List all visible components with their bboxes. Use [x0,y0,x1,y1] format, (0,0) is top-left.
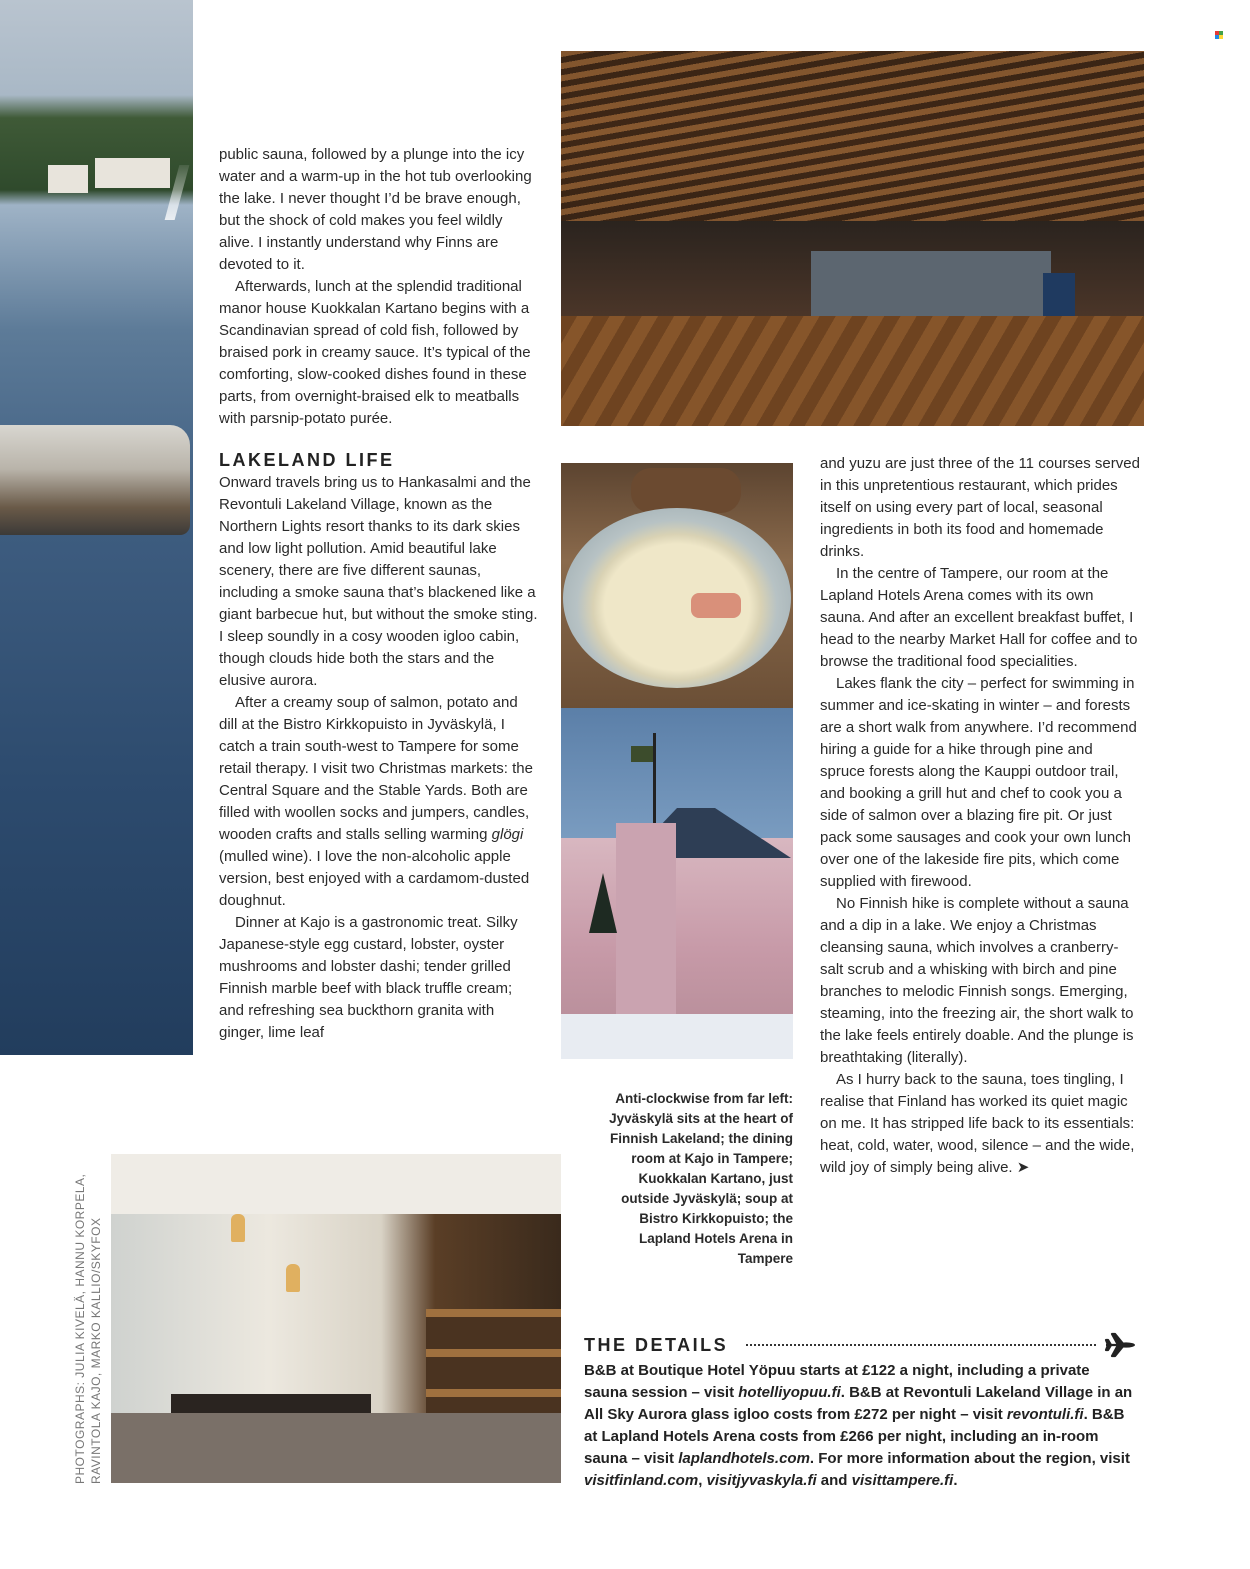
details-text [584,1360,1136,1492]
section-heading: LAKELAND LIFE [219,450,395,470]
pendant-lamp [286,1264,300,1292]
lake-photo-jyvaskyla [0,0,193,1055]
houseboat [0,425,190,535]
details-box [584,1330,1136,1492]
floor [111,1413,561,1483]
paragraph [219,692,539,912]
lapland-hotels-arena-photo [561,51,1144,426]
details-heading: THE DETAILS [584,1334,729,1355]
paragraph: Onward travels bring us to Hankasalmi and the Revontuli Lakeland Village, known as the Northern Lights resort thanks to its dark skies and low light pollution. Amid beautiful lake scenery, there are five different saunas, including a smoke sauna that’s blackened like a giant barbecue hut, but without the smoke sting. I sleep soundly in a cosy wooden igloo cabin, though clouds hide both the stars and the elusive aurora. [219,474,538,689]
lakeside-building [95,158,170,188]
right-text-column [820,453,1140,1179]
website-link[interactable]: visitfinland.com [584,1472,699,1489]
details-text-part: . B&B at Lapland Hotels Arena costs from £266 per night, including an in-room sauna – visit [584,1406,1125,1467]
details-text-part: . [953,1472,958,1489]
website-link[interactable]: visitjyvaskyla.fi [706,1472,817,1489]
paragraph: In the centre of Tampere, our room at the Lapland Hotels Arena comes with its own sauna. And after an excellent breakfast buffet, I head to the nearby Market Hall for coffee and to browse the traditional food specialities. [820,565,1138,670]
paragraph [820,1069,1140,1179]
kajo-dining-room-photo [111,1154,561,1483]
dotted-rule [746,1344,1096,1346]
paragraph: Lakes flank the city – perfect for swimming in summer and ice-skating in winter – and forests are a short walk from anywhere. I’d recommend hiring a guide for a hike through pine and spruce forests along the Kauppi outdoor trail, and booking a grill hut and chef to cook you a side of salmon over a blazing fire pit. Or just pack some sausages and cook your own lunch over one of the lakeside fire pits, which come supplied with firewood. [820,675,1137,890]
paragraph: Dinner at Kajo is a gastronomic treat. Silky Japanese-style egg custard, lobster, oyster mushrooms and lobster dashi; tender grilled Finnish marble beef with black truffle cream; and refreshing sea buckthorn granita with ginger, lime leaf [219,914,518,1041]
corner-color-mark-icon [1215,31,1223,39]
details-text-part: and [816,1472,852,1489]
photo-credit: PHOTOGRAPHS: JULIA KIVELÄ, HANNU KORPELA, RAVINTOLA KAJO, MARKO KALLIO/SKYFOX [73,1173,103,1484]
end-mark-icon: ➤ [1016,1159,1030,1176]
website-link[interactable]: visittampere.fi [851,1472,954,1489]
details-text-part: , [698,1472,707,1489]
paragraph-text: (mulled wine). I love the non-alcoholic apple version, best enjoyed with a cardamom-dusted doughnut. [219,848,530,909]
flag-pole [653,733,656,833]
ceiling [111,1154,561,1214]
herringbone-floor [561,316,1144,426]
snow-ground [561,1014,793,1059]
details-text-part: B&B at Boutique Hotel Yöpuu starts at £122 a night, including a private sauna session – visit [584,1362,1090,1401]
website-link[interactable]: revontuli.fi [1006,1406,1084,1423]
website-link[interactable]: laplandhotels.com [678,1450,810,1467]
airplane-icon [1104,1330,1136,1360]
details-text-part: . For more information about the region, visit [809,1450,1130,1467]
paragraph-text: As I hurry back to the sauna, toes tingling, I realise that Finland has worked its quiet magic on me. It has stripped life back to its essentials: heat, cold, water, wood, silence – and the wide, wild joy of simply being alive. [820,1071,1135,1176]
left-text-column [219,144,539,1044]
italic-word: glögi [491,826,524,843]
wooden-ceiling-slats [561,51,1144,221]
flag [631,746,653,762]
details-heading-row [584,1330,1136,1360]
salmon-piece [691,593,741,618]
details-text-part: . B&B at Revontuli Lakeland Village in an All Sky Aurora glass igloo costs from £272 per night – visit [584,1384,1133,1423]
paragraph: and yuzu are just three of the 11 courses served in this unpretentious restaurant, which prides itself on using every part of local, seasonal ingredients in both its food and homemade drinks. [820,455,1140,560]
paragraph: No Finnish hike is complete without a sauna and a dip in a lake. We enjoy a Christmas cleansing sauna, which involves a cranberry-salt scrub and a whisking with birch and pine branches to melodic Finnish songs. Emerging, steaming, into the freezing air, the short walk to the lake feels entirely doable. And the plunge is breathtaking (literally). [820,895,1134,1066]
lakeside-building [48,165,88,193]
paragraph: Afterwards, lunch at the splendid traditional manor house Kuokkalan Kartano begins with a Scandinavian spread of cold fish, followed by braised pork in creamy sauce. It’s typical of the comforting, slow-cooked dishes found in these parts, from overnight-braised elk to meatballs with parsnip-potato purée. [219,278,531,427]
soup-photo [561,463,793,708]
manor-tower [616,823,676,1023]
soup-bowl [563,508,791,688]
paragraph: public sauna, followed by a plunge into the icy water and a warm-up in the hot tub overlooking the lake. I never thought I’d be brave enough, but the shock of cold makes you feel wildly alive. I instantly understand why Finns are devoted to it. [219,146,532,273]
dining-table [171,1394,371,1414]
kuokkalan-kartano-photo [561,708,793,1059]
paragraph-text: After a creamy soup of salmon, potato and dill at the Bistro Kirkkopuisto in Jyväskylä, I catch a train south-west to Tampere for some retail therapy. I visit two Christmas markets: the Central Square and the Stable Yards. Both are filled with woollen socks and jumpers, candles, wooden crafts and stalls selling [219,694,533,843]
bread [631,468,741,513]
photo-caption: Anti-clockwise from far left: Jyväskylä sits at the heart of Finnish Lakeland; the dining room at Kajo in Tampere; Kuokkalan Kartano, just outside Jyväskylä; soup at Bistro Kirkkopuisto; the Lapland Hotels Arena in Tampere [609,1091,793,1266]
pendant-lamp [231,1214,245,1242]
website-link[interactable]: hotelliyopuu.fi [738,1384,841,1401]
paragraph-text: warming [430,826,492,843]
